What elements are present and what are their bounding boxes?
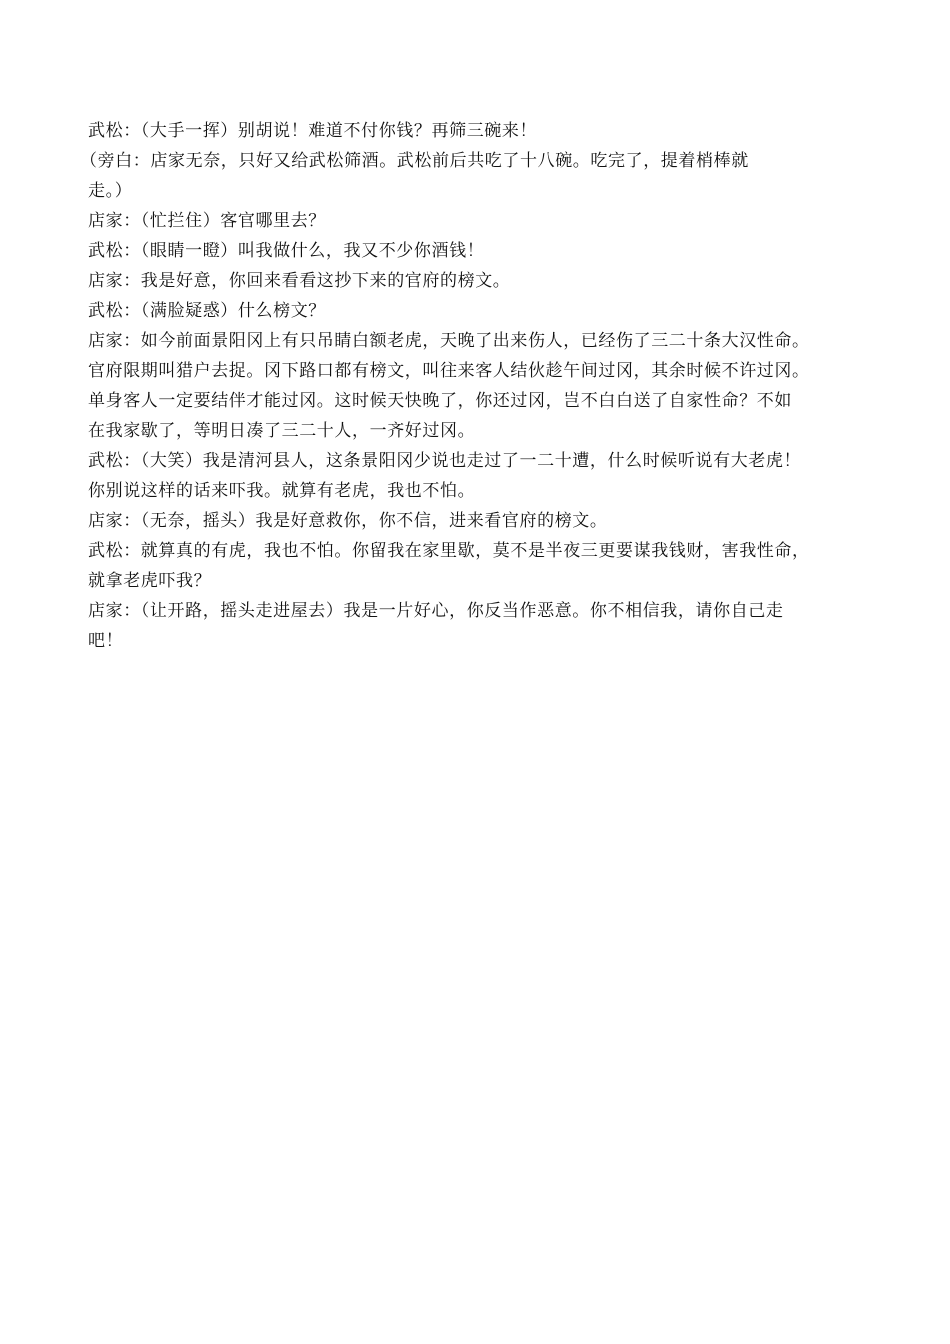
script-line: 在我家歇了，等明日凑了三二十人，一齐好过冈。: [88, 421, 476, 441]
script-line: 官府限期叫猎户去捉。冈下路口都有榜文，叫往来客人结伙趁午间过冈，其余时候不许过冈。: [88, 361, 810, 381]
script-line: 你别说这样的话来吓我。就算有老虎，我也不怕。: [88, 481, 476, 501]
script-line: 店家：（忙拦住）客官哪里去？: [88, 211, 326, 231]
script-line: 店家：我是好意，你回来看看这抄下来的官府的榜文。: [88, 271, 511, 291]
script-line: 武松：（满脸疑惑）什么榜文？: [88, 301, 326, 321]
script-line: 就拿老虎吓我？: [88, 571, 212, 591]
script-line: 店家：（让开路，摇头走进屋去）我是一片好心，你反当作恶意。你不相信我，请你自己走: [88, 601, 784, 621]
script-line: 武松：就算真的有虎，我也不怕。你留我在家里歇，莫不是半夜三更要谋我钱财，害我性命，: [88, 541, 810, 561]
narration-line: 走。）: [88, 181, 133, 201]
script-line: 单身客人一定要结伴才能过冈。这时候天快晚了，你还过冈，岂不白白送了自家性命？不如: [88, 391, 792, 411]
script-line: 店家：如今前面景阳冈上有只吊睛白额老虎，天晚了出来伤人，已经伤了三二十条大汉性命。: [88, 331, 810, 351]
script-line: 武松：（大笑）我是清河县人，这条景阳冈少说也走过了一二十遭，什么时候听说有大老虎！: [88, 451, 802, 471]
script-line: 店家：（无奈，摇头）我是好意救你，你不信，进来看官府的榜文。: [88, 511, 608, 531]
script-line: 吧！: [88, 631, 124, 651]
script-text-block: [80, 116, 878, 656]
script-line: 武松：（眼睛一瞪）叫我做什么，我又不少你酒钱！: [88, 241, 485, 261]
script-line: 武松：（大手一挥）别胡说！难道不付你钱？再筛三碗来！: [88, 121, 538, 141]
narration-line: （旁白：店家无奈，只好又给武松筛酒。武松前后共吃了十八碗。吃完了，提着梢棒就: [80, 151, 749, 171]
